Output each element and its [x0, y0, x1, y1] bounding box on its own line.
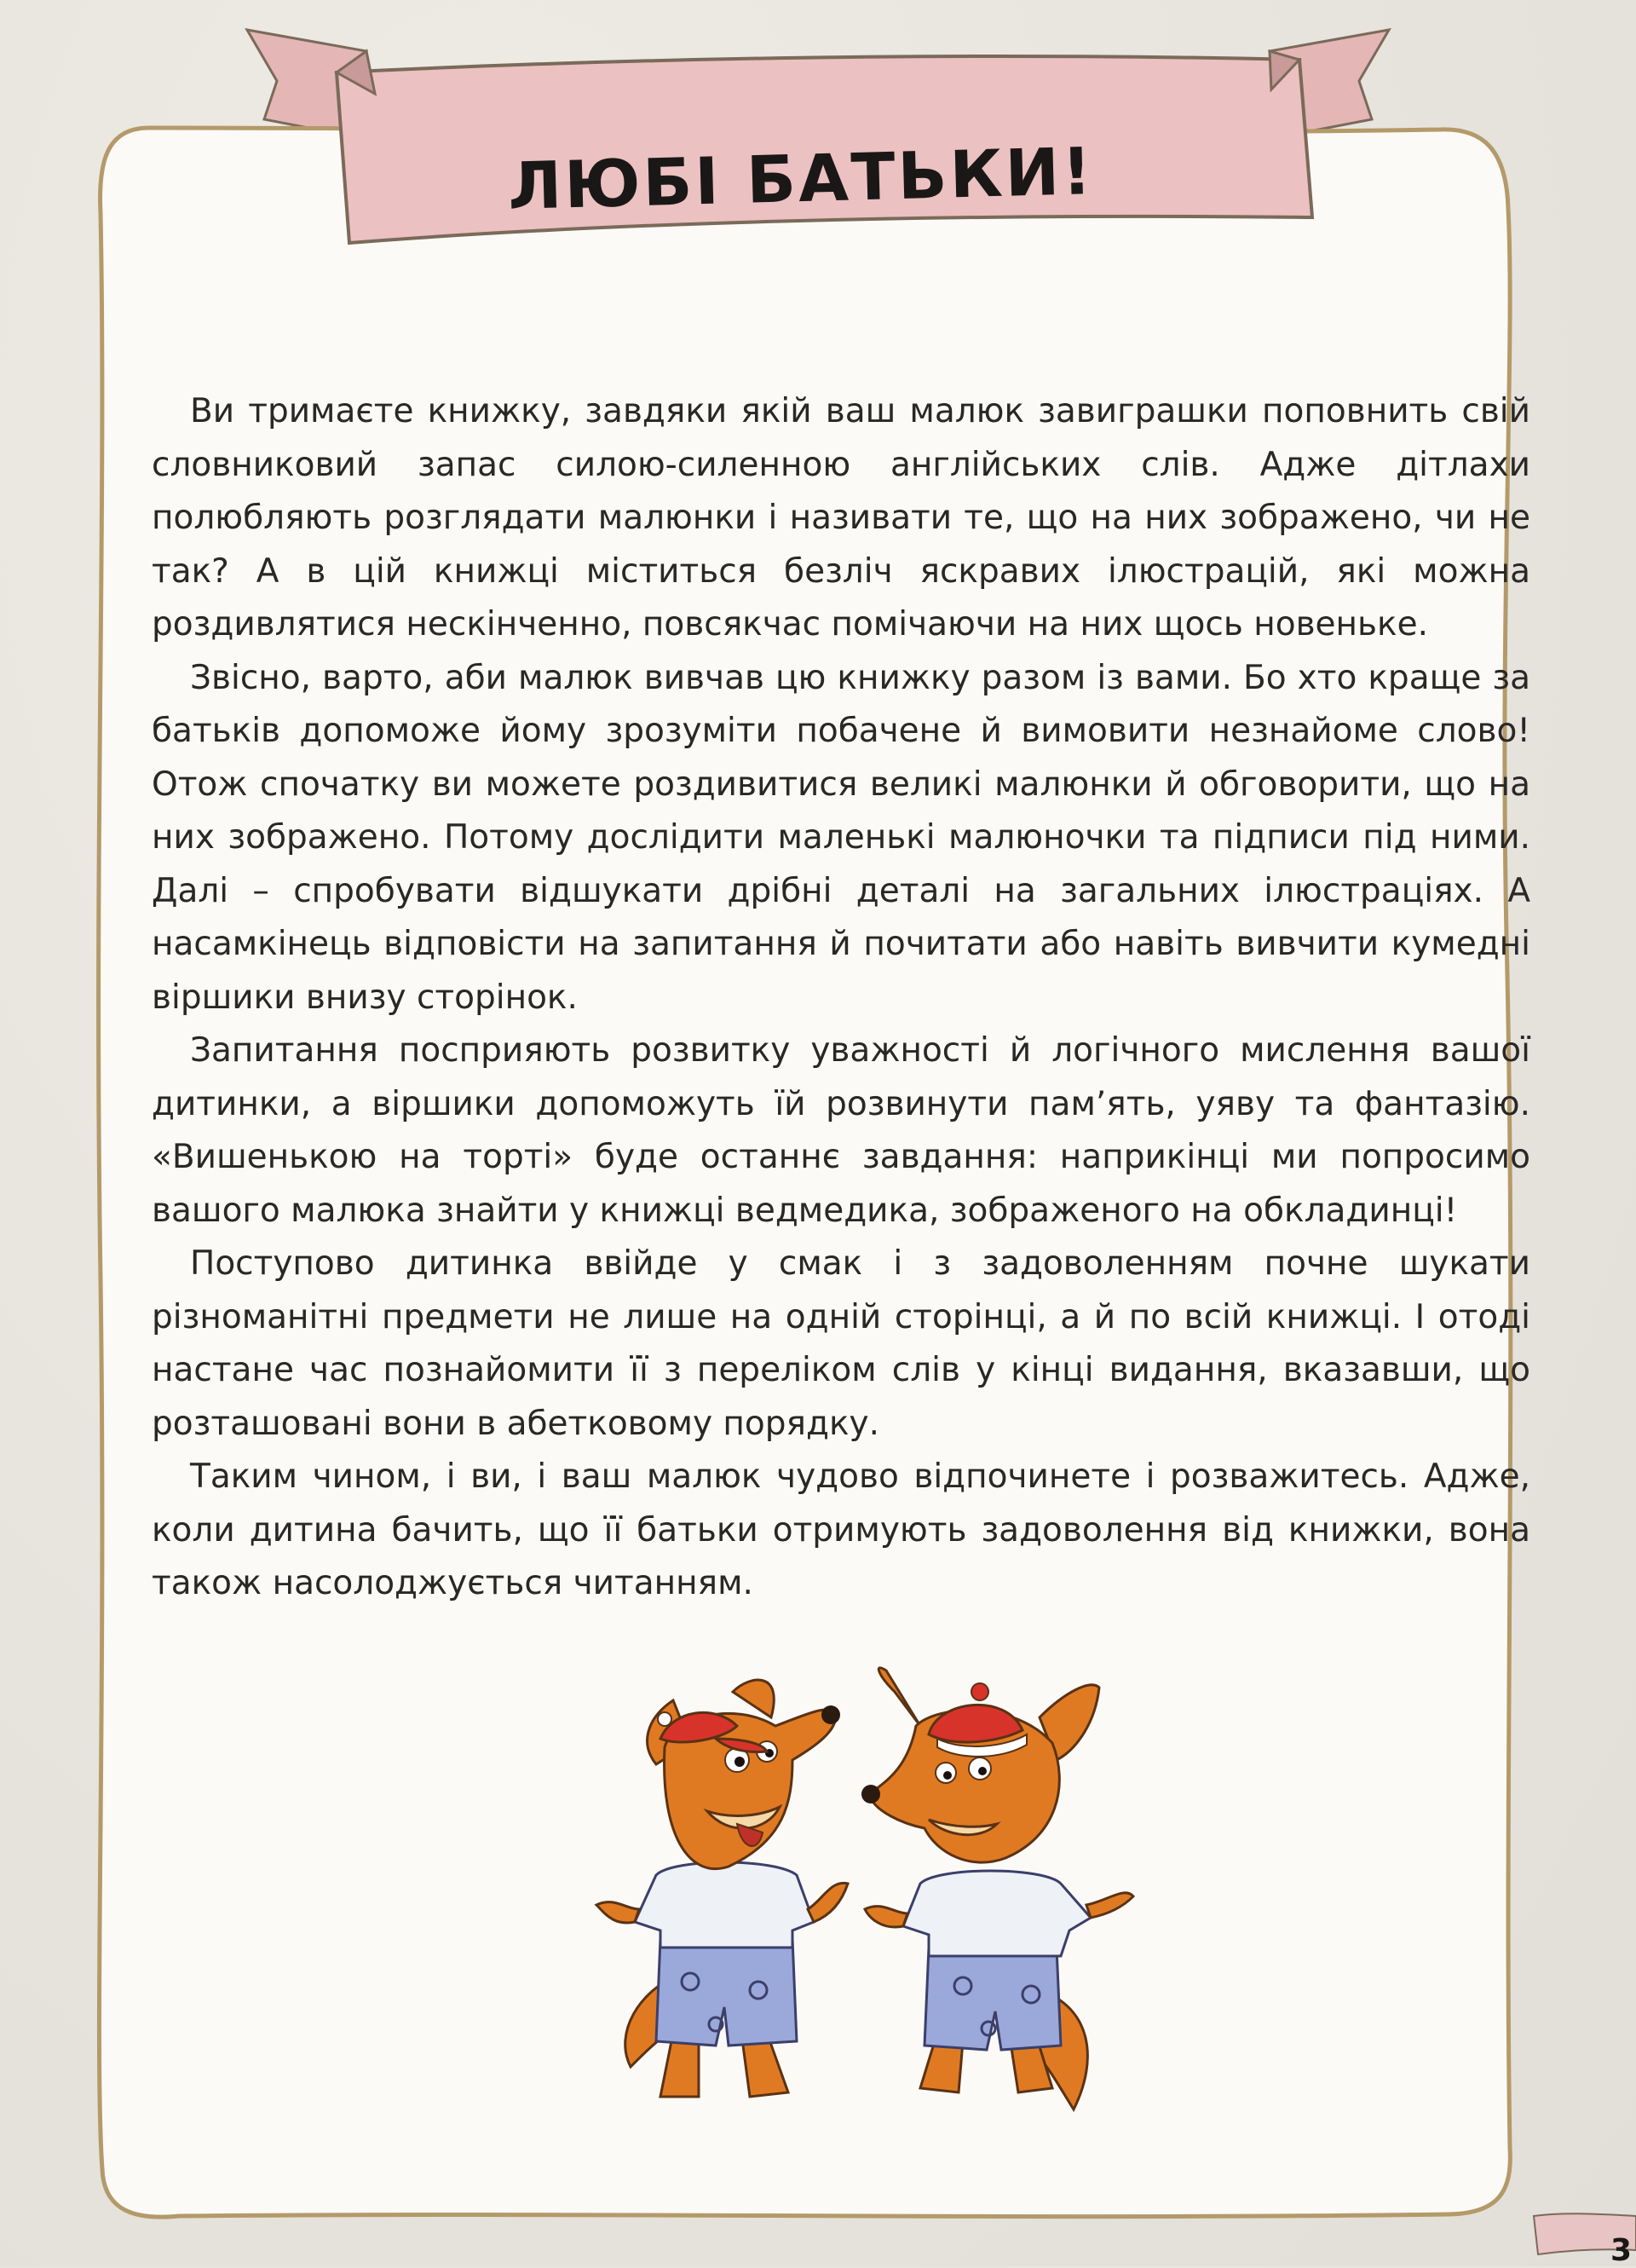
- fox-right-illustration: [861, 1668, 1133, 2109]
- page-title: ЛЮБІ БАТЬКИ!: [506, 133, 1096, 224]
- fox-left-illustration: [596, 1680, 848, 2097]
- paragraph-2: Звісно, варто, аби малюк вивчав цю книжку разом із вами. Бо хто краще за батьків допоможе йому зрозуміти побачене й вимовити незнайоме слово! Отож спочатку ви можете роздивитися великі малюнки й обговорити, що на них зображено. Потому дослідити маленькі малюночки та підписи під ними. Далі – спробувати відшукати дрібні деталі на загальних ілюстраціях. А насамкінець відповісти на запитання й почитати або навіть вивчити кумедні віршики внизу сторінок.: [152, 658, 1530, 1017]
- body-text: [152, 385, 1530, 1611]
- paragraph-5: Таким чином, і ви, і ваш малюк чудово відпочинете і розважитесь. Адже, коли дитина бачить, що її батьки отримують задоволення від книжки, вона також насолоджується читанням.: [152, 1457, 1530, 1602]
- paragraph-4: Поступово дитинка ввійде у смак і з задоволенням почне шукати різноманітні предмети не лише на одній сторінці, а й по всій книжці. І отоді настане час познайомити її з переліком слів у кінці видання, вказавши, що розташовані вони в абетковому порядку.: [152, 1244, 1530, 1443]
- paragraph-1: Ви тримаєте книжку, завдяки якій ваш малюк завиграшки поповнить свій словниковий запас силою-силенною англійських слів. Адже дітлахи полюбляють розглядати малюнки і називати те, що на них зображено, чи не так? А в цій книжці міститься безліч яскравих ілюстрацій, які можна роздивлятися нескінченно, повсякчас помічаючи на них щось новеньке.: [152, 392, 1530, 643]
- two-foxes-illustration: [579, 1666, 1176, 2118]
- paragraph-3: Запитання посприяють розвитку уважності й логічного мислення вашої дитинки, а віршики допоможуть їй розвинути пам’ять, уяву та фантазію. «Вишенькою на торті» буде останнє завдання: наприкінці ми попросимо вашого малюка знайти у книжці ведмедика, зображеного на обкладинці!: [152, 1031, 1530, 1230]
- page-number: 3: [1610, 2233, 1633, 2268]
